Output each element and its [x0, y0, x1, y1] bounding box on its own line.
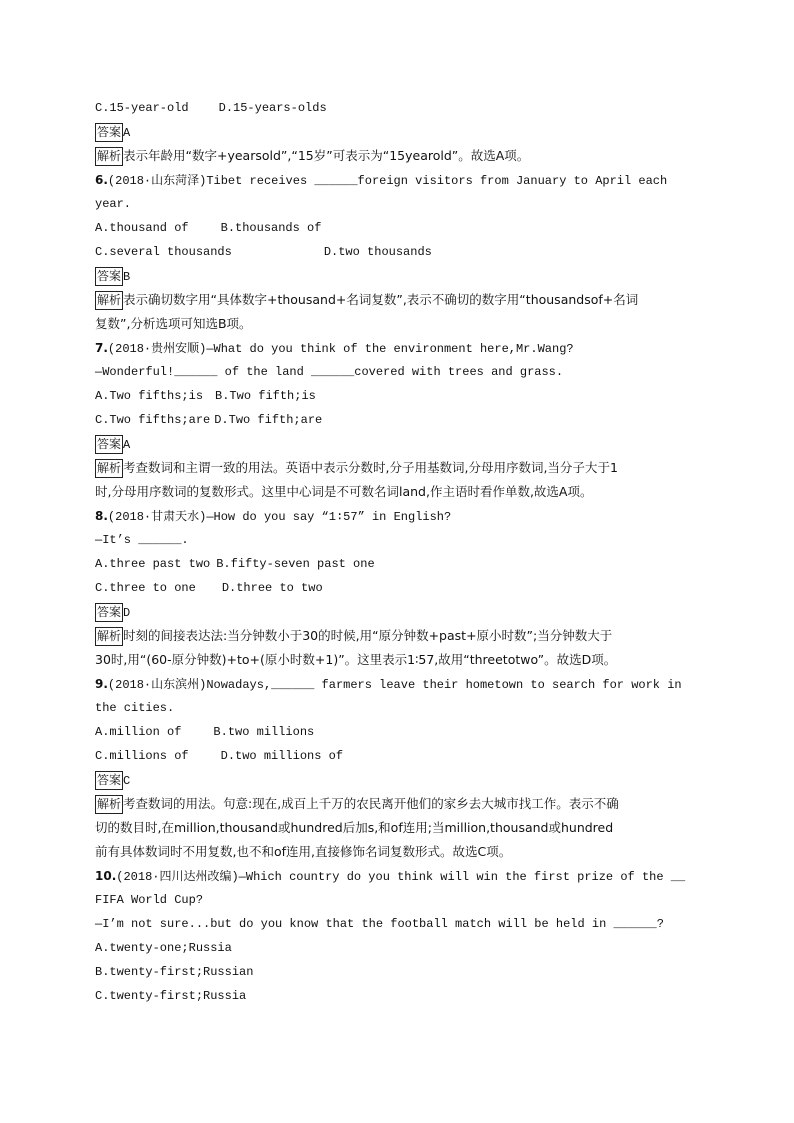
question-text: (2018·四川达州改编)—Which country do you think will win the first prize of the __ [116, 870, 686, 884]
text-line [95, 912, 705, 936]
line-text: A.twenty-one;Russia [95, 941, 232, 955]
option-text: A.three past two [95, 557, 211, 571]
answer-label: 答案 [95, 771, 123, 790]
answer-value: A [123, 126, 131, 140]
question-line [95, 672, 705, 696]
option-text: C.millions of [95, 749, 189, 763]
explanation-label: 解析 [95, 795, 123, 814]
document-page [95, 96, 705, 1008]
option-text: D.two thousands [323, 245, 432, 259]
explanation-text: 考查数词的用法。句意:现在,成百上千万的农民离开他们的家乡去大城市找工作。表示不确 [123, 796, 619, 811]
explanation-line [95, 456, 705, 480]
question-line [95, 504, 705, 528]
options-line [95, 744, 705, 768]
question-number: 8. [95, 509, 108, 523]
explanation-label: 解析 [95, 627, 123, 646]
explanation-text: 切的数目时,在million,thousand或hundred后加s,和of连用;当million,thousand或hundred [95, 820, 614, 835]
text-line [95, 960, 705, 984]
explanation-continuation [95, 648, 705, 672]
question-line [95, 864, 705, 888]
option-text: B.Two fifth;is [215, 389, 316, 403]
options-line [95, 408, 705, 432]
option-text: B.fifty-seven past one [216, 557, 375, 571]
options-line [95, 576, 705, 600]
explanation-text: 复数”,分析选项可知选B项。 [95, 316, 252, 331]
options-line [95, 96, 705, 120]
option-text: C.several thousands [95, 245, 232, 259]
explanation-label: 解析 [95, 291, 123, 310]
answer-line [95, 432, 705, 456]
option-text: A.Two fifths;is [95, 389, 204, 403]
explanation-line [95, 144, 705, 168]
line-text: B.twenty-first;Russian [95, 965, 254, 979]
text-line [95, 696, 705, 720]
option-text: B.two millions [213, 725, 315, 739]
question-number: 9. [95, 677, 108, 691]
answer-label: 答案 [95, 603, 123, 622]
option-text: D.two millions of [220, 749, 344, 763]
question-number: 10. [95, 869, 117, 883]
line-text: —It’s ______. [95, 533, 189, 547]
options-line [95, 240, 705, 264]
option-text: C.three to one [95, 581, 196, 595]
explanation-text: 30时,用“(60-原分钟数)+to+(原小时数+1)”。这里表示1∶57,故用“threetotwo”。故选D项。 [95, 652, 617, 667]
options-line [95, 552, 705, 576]
text-line [95, 888, 705, 912]
question-line [95, 336, 705, 360]
explanation-continuation [95, 816, 705, 840]
answer-value: C [123, 774, 131, 788]
explanation-line [95, 288, 705, 312]
question-line [95, 168, 705, 192]
option-text: D.Two fifth;are [214, 413, 323, 427]
option-text: D.15-years-olds [218, 101, 327, 115]
explanation-text: 表示确切数字用“具体数字+thousand+名词复数”,表示不确切的数字用“thousandsof+名词 [123, 292, 639, 307]
answer-line [95, 264, 705, 288]
text-line [95, 984, 705, 1008]
text-line [95, 192, 705, 216]
explanation-continuation [95, 480, 705, 504]
option-text: D.three to two [221, 581, 323, 595]
explanation-label: 解析 [95, 147, 123, 166]
option-text: C.Two fifths;are [95, 413, 211, 427]
option-text: C.15-year-old [95, 101, 189, 115]
answer-value: D [123, 606, 131, 620]
question-text: (2018·贵州安顺)—What do you think of the environment here,Mr.Wang? [107, 342, 574, 356]
question-text: (2018·甘肃天水)—How do you say “1∶57” in English? [107, 510, 452, 524]
explanation-line [95, 792, 705, 816]
question-number: 6. [95, 173, 108, 187]
answer-value: A [123, 438, 131, 452]
explanation-continuation [95, 840, 705, 864]
explanation-text: 前有具体数词时不用复数,也不和of连用,直接修饰名词复数形式。故选C项。 [95, 844, 512, 859]
line-text: the cities. [95, 701, 175, 715]
answer-label: 答案 [95, 267, 123, 286]
line-text: —Wonderful!______ of the land ______covered with trees and grass. [95, 365, 564, 379]
explanation-text: 表示年龄用“数字+yearsold”,“15岁”可表示为“15yearold”。故选A项。 [123, 148, 530, 163]
answer-value: B [123, 270, 131, 284]
text-line [95, 936, 705, 960]
options-line [95, 720, 705, 744]
text-line [95, 528, 705, 552]
explanation-continuation [95, 312, 705, 336]
question-text: (2018·山东滨州)Nowadays,______ farmers leave their hometown to search for work in [107, 678, 682, 692]
answer-label: 答案 [95, 123, 123, 142]
line-text: C.twenty-first;Russia [95, 989, 247, 1003]
question-number: 7. [95, 341, 108, 355]
answer-line [95, 600, 705, 624]
option-text: B.thousands of [220, 221, 322, 235]
options-line [95, 384, 705, 408]
explanation-text: 时,分母用序数词的复数形式。这里中心词是不可数名词land,作主语时看作单数,故选A项。 [95, 484, 593, 499]
line-text: FIFA World Cup? [95, 893, 204, 907]
answer-line [95, 768, 705, 792]
answer-line [95, 120, 705, 144]
question-text: (2018·山东菏泽)Tibet receives ______foreign visitors from January to April each [107, 174, 668, 188]
explanation-text: 考查数词和主谓一致的用法。英语中表示分数时,分子用基数词,分母用序数词,当分子大于1 [123, 460, 618, 475]
options-line [95, 216, 705, 240]
explanation-text: 时刻的间接表达法:当分钟数小于30的时候,用“原分钟数+past+原小时数”;当分钟数大于 [123, 628, 613, 643]
line-text: —I’m not sure...but do you know that the football match will be held in ______? [95, 917, 664, 931]
line-text: year. [95, 197, 132, 211]
explanation-label: 解析 [95, 459, 123, 478]
option-text: A.million of [95, 725, 182, 739]
explanation-line [95, 624, 705, 648]
option-text: A.thousand of [95, 221, 189, 235]
answer-label: 答案 [95, 435, 123, 454]
text-line [95, 360, 705, 384]
